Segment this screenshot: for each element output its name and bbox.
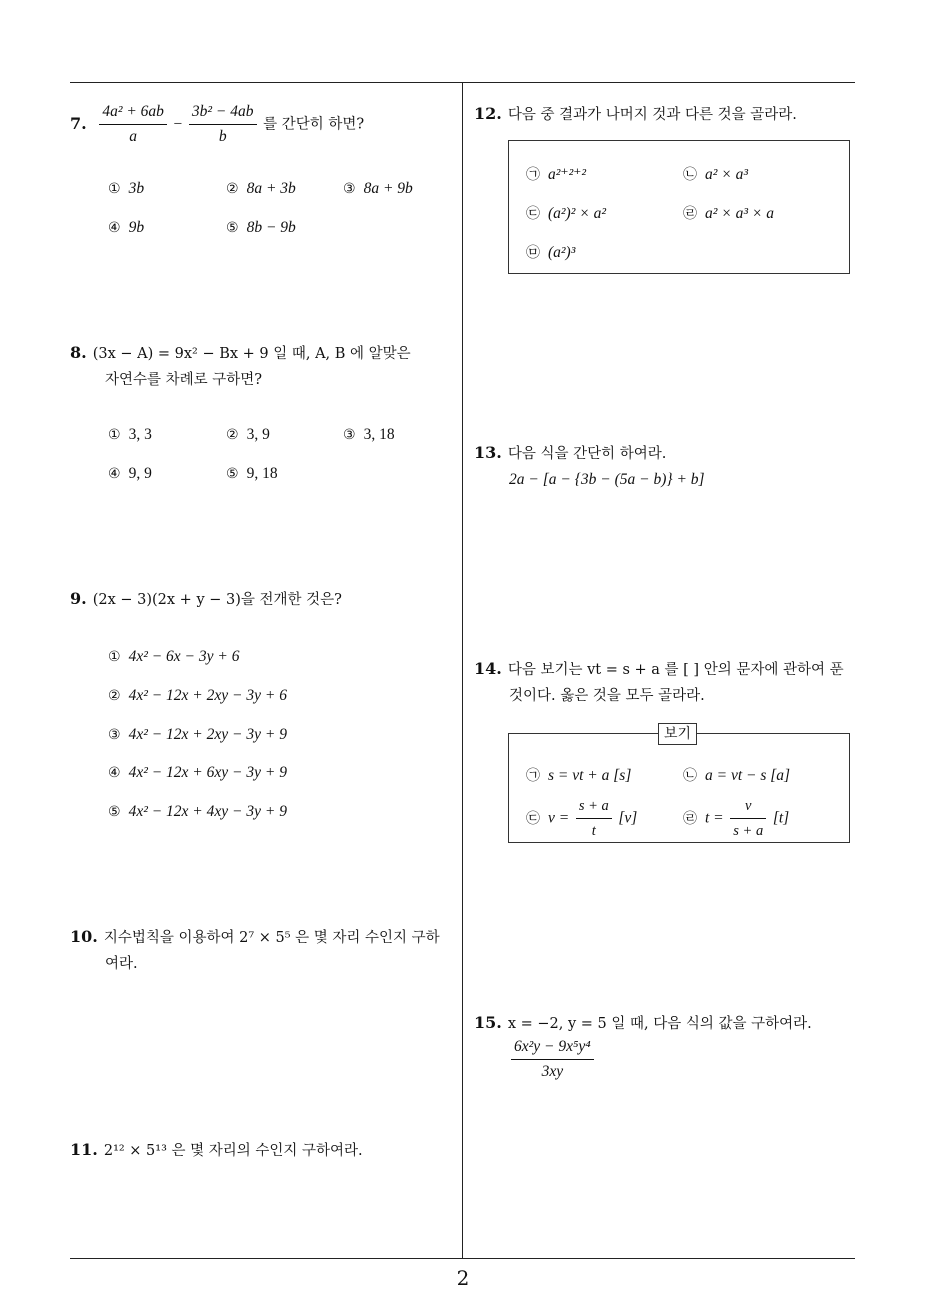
q14-option-4[interactable]: ㉣ t = $\frac{v}{s + a}$ [t] [683, 798, 790, 839]
q7-choice-3[interactable]: ③ 8a + 9b [343, 180, 413, 197]
page-number: 2 [456, 1266, 470, 1290]
q9-choice-2[interactable]: ② 4x² − 12x + 2xy − 3y + 6 [108, 687, 287, 704]
question-10: 10. 지수법칙을 이용하여 2⁷ × 5⁵ 은 몇 자리 수인지 구하 여라. [70, 924, 460, 977]
column-divider [462, 82, 463, 1259]
question-number: 7. [70, 113, 87, 133]
q12-option-4[interactable]: ㉣ a² × a³ × a [683, 205, 774, 222]
q12-option-5[interactable]: ㉤ (a²)³ [526, 244, 576, 261]
example-box-title: 보기 [658, 723, 697, 745]
q7-choice-4[interactable]: ④ 9b [108, 219, 145, 236]
q8-choice-5[interactable]: ⑤ 9, 18 [226, 465, 278, 482]
q14-option-1[interactable]: ㉠ s = vt + a [s] [526, 767, 632, 784]
q7-choice-2[interactable]: ② 8a + 3b [226, 180, 296, 197]
question-text: 다음 중 결과가 나머지 것과 다른 것을 골라라. [507, 107, 797, 123]
question-11: 11. 2¹² × 5¹³ 은 몇 자리의 수인지 구하여라. [70, 1140, 363, 1159]
q8-choice-4[interactable]: ④ 9, 9 [108, 465, 152, 482]
q14-option-2[interactable]: ㉡ a = vt − s [a] [683, 767, 791, 784]
q8-choice-1[interactable]: ① 3, 3 [108, 426, 152, 443]
q12-option-2[interactable]: ㉡ a² × a³ [683, 166, 749, 183]
question-12: 12. 다음 중 결과가 나머지 것과 다른 것을 골라라. [474, 104, 797, 123]
q9-choice-3[interactable]: ③ 4x² − 12x + 2xy − 3y + 9 [108, 726, 287, 743]
question-15: 15. x = −2, y = 5 일 때, 다음 식의 값을 구하여라. $\frac{\text{6x²y − 9x⁵y⁴}}{3xy}$ [474, 1013, 812, 1080]
expression-fraction: $\frac{\text{6x²y − 9x⁵y⁴}}{3xy}$ [511, 1037, 594, 1082]
question-text: 2¹² × 5¹³ 은 몇 자리의 수인지 구하여라. [103, 1143, 363, 1159]
question-text-line-1: 다음 보기는 vt = s + a 를 [ ] 안의 문자에 관하여 푼 [507, 662, 844, 678]
question-8: 8. (3x − A) = 9x² − Bx + 9 일 때, A, B 에 알맞은 자연수를 차례로 구하면? [70, 340, 460, 393]
question-text-line-2: 자연수를 차례로 구하면? [105, 372, 263, 388]
q9-choice-5[interactable]: ⑤ 4x² − 12x + 4xy − 3y + 9 [108, 803, 287, 820]
question-14: 14. 다음 보기는 vt = s + a 를 [ ] 안의 문자에 관하여 푼 것이다. 옳은 것을 모두 골라라. [474, 656, 864, 709]
q12-option-1[interactable]: ㉠ a²⁺²⁺² [526, 166, 587, 183]
bottom-rule [70, 1258, 855, 1259]
q7-choice-1[interactable]: ① 3b [108, 180, 145, 197]
question-text: (2x − 3)(2x + y − 3)을 전개한 것은? [92, 592, 342, 608]
question-13: 13. 다음 식을 간단히 하여라. 2a − [a − {3b − (5a − b)} + b] [474, 440, 705, 493]
q8-choice-2[interactable]: ② 3, 9 [226, 426, 270, 443]
fraction-1: $\frac{\text{4a² + 6ab}}{a}$ [99, 102, 167, 147]
q9-choice-4[interactable]: ④ 4x² − 12x + 6xy − 3y + 9 [108, 764, 287, 781]
question-text-line-1: (3x − A) = 9x² − Bx + 9 일 때, A, B 에 알맞은 [92, 346, 411, 362]
question-text: x = −2, y = 5 일 때, 다음 식의 값을 구하여라. [507, 1016, 812, 1032]
question-text-line-1: 지수법칙을 이용하여 2⁷ × 5⁵ 은 몇 자리 수인지 구하 [103, 930, 440, 946]
question-7 [70, 102, 364, 147]
q8-choice-3[interactable]: ③ 3, 18 [343, 426, 395, 443]
fraction-2: $\frac{\text{3b² − 4ab}}{b}$ [189, 102, 257, 147]
expression: 2a − [a − {3b − (5a − b)} + b] [509, 471, 705, 488]
q12-option-3[interactable]: ㉢ (a²)² × a² [526, 205, 606, 222]
q9-choice-1[interactable]: ① 4x² − 6x − 3y + 6 [108, 648, 240, 665]
question-text: 를 간단히 하면? [263, 116, 365, 133]
question-text-line-2: 것이다. 옳은 것을 모두 골라라. [509, 688, 705, 704]
q7-choice-5[interactable]: ⑤ 8b − 9b [226, 219, 296, 236]
question-text: 다음 식을 간단히 하여라. [507, 446, 667, 462]
q14-option-3[interactable]: ㉢ v = $\frac{s + a}{t}$ [v] [526, 798, 638, 839]
question-9: 9. (2x − 3)(2x + y − 3)을 전개한 것은? [70, 589, 342, 608]
question-text-line-2: 여라. [105, 956, 138, 972]
minus-sign: − [173, 115, 183, 133]
